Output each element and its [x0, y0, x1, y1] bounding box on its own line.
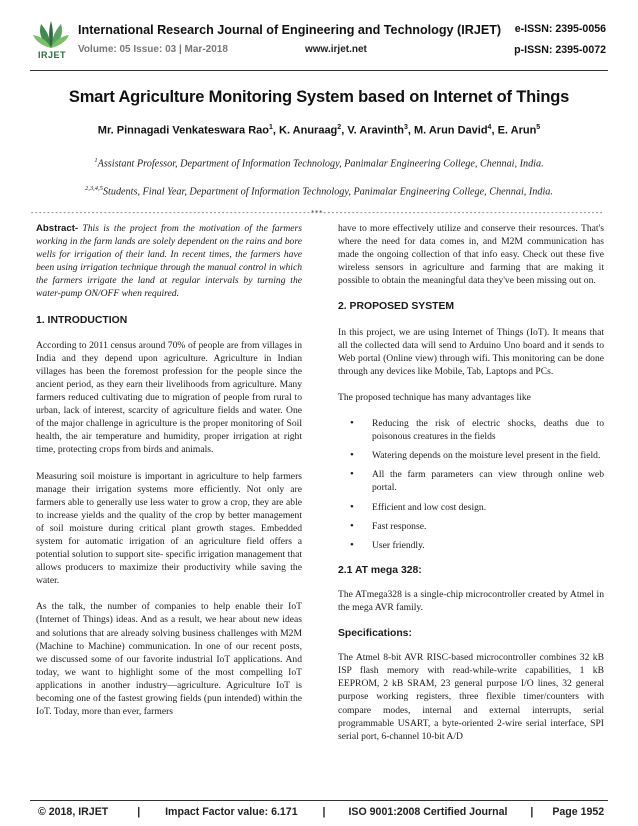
- list-item: • User friendly.: [338, 539, 604, 552]
- abstract-text: This is the project from the motivation of the farmers working in the farm lands are solely dependent on the rains and bore wells for irrigation of their land. In recent times, the farmers have been using irrigation technique through the manual control in which the farmers irrigate the land at regular intervals by turning the water-pump ON/OFF when required.: [36, 223, 302, 300]
- paragraph: Measuring soil moisture is important in agriculture to help farmers manage their irrigation systems more efficiently. Not only are farmers able to generally use less water to grow a crop, they are able to increase yields and the quality of the crop by better management of soil moisture during critical plant growth stages. Embedded system for automatic irrigation of an agriculture field offers a potential solution to support site- specific irrigation management that allows producers to maximize their productivity while saving the water.: [36, 470, 302, 587]
- footer-impact-factor: Impact Factor value: 6.171: [165, 806, 298, 818]
- paragraph: According to 2011 census around 70% of people are from villages in India and they depend upon agriculture. Agriculture in Indian villages has been the foremost profession for the people since the ancient period, as they earn their livelihoods from agriculture. Many farmers reduced cultivating due to migration of people from rural to urban, lack of interest, scarcity of agriculture fields and water. One of the major challenge in agriculture is the proper monitoring of Soil health, the air temperature and humidity, proper irrigation at right time, protecting crops from birds and animals.: [36, 339, 302, 456]
- paragraph: have to more effectively utilize and conserve their resources. That's where the need for data comes in, and M2M communication has made the ongoing collection of that info easy. Check out these five wireless sensors in agriculture and farming that are making it possible to obtain the meaningful data they've been missing out on.: [338, 223, 604, 287]
- footer-separator: |: [322, 806, 326, 818]
- list-item: • Efficient and low cost design.: [338, 501, 604, 514]
- affiliation-sup: 1: [94, 157, 98, 164]
- affiliation-text: Students, Final Year, Department of Information Technology, Panimalar Engineering College, Chennai, India.: [102, 186, 553, 198]
- journal-website-link[interactable]: www.irjet.net: [305, 44, 367, 55]
- author-name: K. Anuraag: [279, 124, 338, 137]
- p-issn: p-ISSN: 2395-0072: [514, 44, 606, 56]
- author-list: Mr. Pinnagadi Venkateswara Rao$^1$, K. Anuraag$^2$, V. Aravinth$^3$, M. Arun David$^4$, E. Arun$^5$: [97, 124, 541, 137]
- affiliation-sup: 2,3,4,5: [85, 185, 103, 192]
- author-sup: 4: [487, 124, 492, 131]
- footer-iso: ISO 9001:2008 Certified Journal: [348, 806, 508, 818]
- abstract-lead: Abstract-: [36, 223, 79, 234]
- list-item: • Fast response.: [338, 520, 604, 533]
- issue-info: Volume: 05 Issue: 03 | Mar-2018: [78, 44, 228, 55]
- paragraph: The ATmega328 is a single-chip microcontroller created by Atmel in the mega AVR family.: [338, 588, 604, 613]
- section-separator: ---------------------------------------------------------------------***---------------------------------------------------------------------: [30, 209, 604, 217]
- subsection-heading-atmega: 2.1 AT mega 328:: [338, 564, 422, 576]
- subsection-heading-specifications: Specifications:: [338, 628, 412, 640]
- footer-separator: |: [137, 806, 141, 818]
- paragraph: In this project, we are using Internet of Things (IoT). It means that all the collected data will send to Arduino Uno board and it sends to Web portal (Online view) through wifi. This monitoring can be done through any devices like Mobile, Tab, Laptops and PCs.: [338, 326, 604, 377]
- author-name: M. Arun David: [414, 124, 488, 137]
- journal-title: International Research Journal of Engineering and Technology (IRJET): [78, 23, 502, 37]
- author-sup: 5: [536, 124, 541, 131]
- abstract: [36, 222, 302, 301]
- author-sup: 2: [337, 124, 342, 131]
- page-footer: [38, 806, 608, 818]
- footer-divider: [30, 800, 608, 801]
- paragraph: The proposed technique has many advantages like: [338, 391, 531, 403]
- right-column: [338, 222, 604, 756]
- footer-separator: |: [530, 806, 534, 818]
- affiliation-2: [60, 182, 578, 199]
- footer-copyright: © 2018, IRJET: [38, 806, 109, 818]
- paragraph: As the talk, the number of companies to help enable their IoT (Internet of Things) ideas. And as a result, we hear about new ideas and solutions that are already solving business challenges with M2M (Machine to Machine) communication. In one of our recent posts, we discussed some of our favorite industrial IoT applications. And today, we want to highlight some of the most compelling IoT applications in another industry—agriculture. Agriculture IoT is becoming one of the fastest growing fields (pun intended) within the IoT. Today, more than ever, farmers: [36, 601, 302, 718]
- leaf-logo-icon: [32, 20, 70, 50]
- journal-header: [30, 20, 608, 66]
- author-name: Mr. Pinnagadi Venkateswara Rao: [97, 124, 269, 137]
- author-sup: 3: [403, 124, 408, 131]
- e-issn: e-ISSN: 2395-0056: [514, 23, 606, 35]
- paragraph: The Atmel 8-bit AVR RISC-based microcontroller combines 32 kB ISP flash memory with read-while-write capabilities, 1 kB EEPROM, 2 kB SRAM, 23 general purpose I/O lines, 32 general purpose working registers, three flexible timer/counters with compare modes, internal and external interrupts, serial programmable USART, a byte-oriented 2-wire serial interface, SPI serial port, 6-channel 10-bit A/D: [338, 652, 604, 742]
- affiliation-text: Assistant Professor, Department of Information Technology, Panimalar Engineering College, Chennai, India.: [97, 158, 544, 170]
- list-item: • Watering depends on the moisture level present in the field.: [338, 449, 604, 462]
- list-item: • Reducing the risk of electric shocks, deaths due to poisonous creatures in the fields: [338, 417, 604, 443]
- logo-text: IRJET: [37, 50, 66, 60]
- section-heading-introduction: 1. INTRODUCTION: [36, 314, 128, 326]
- advantages-list: [338, 417, 604, 552]
- section-heading-proposed-system: 2. PROPOSED SYSTEM: [338, 301, 455, 313]
- paper-title: Smart Agriculture Monitoring System based on Internet of Things: [68, 88, 570, 106]
- author-name: E. Arun: [497, 124, 537, 137]
- footer-page-number: Page 1952: [552, 806, 605, 818]
- left-column: [36, 222, 302, 731]
- header-divider: [30, 70, 608, 71]
- irjet-logo: [32, 20, 70, 64]
- list-item: • All the farm parameters can view through online web portal.: [338, 468, 604, 494]
- author-sup: 1: [268, 124, 273, 131]
- affiliation-1: [60, 154, 578, 171]
- author-name: V. Aravinth: [347, 124, 404, 137]
